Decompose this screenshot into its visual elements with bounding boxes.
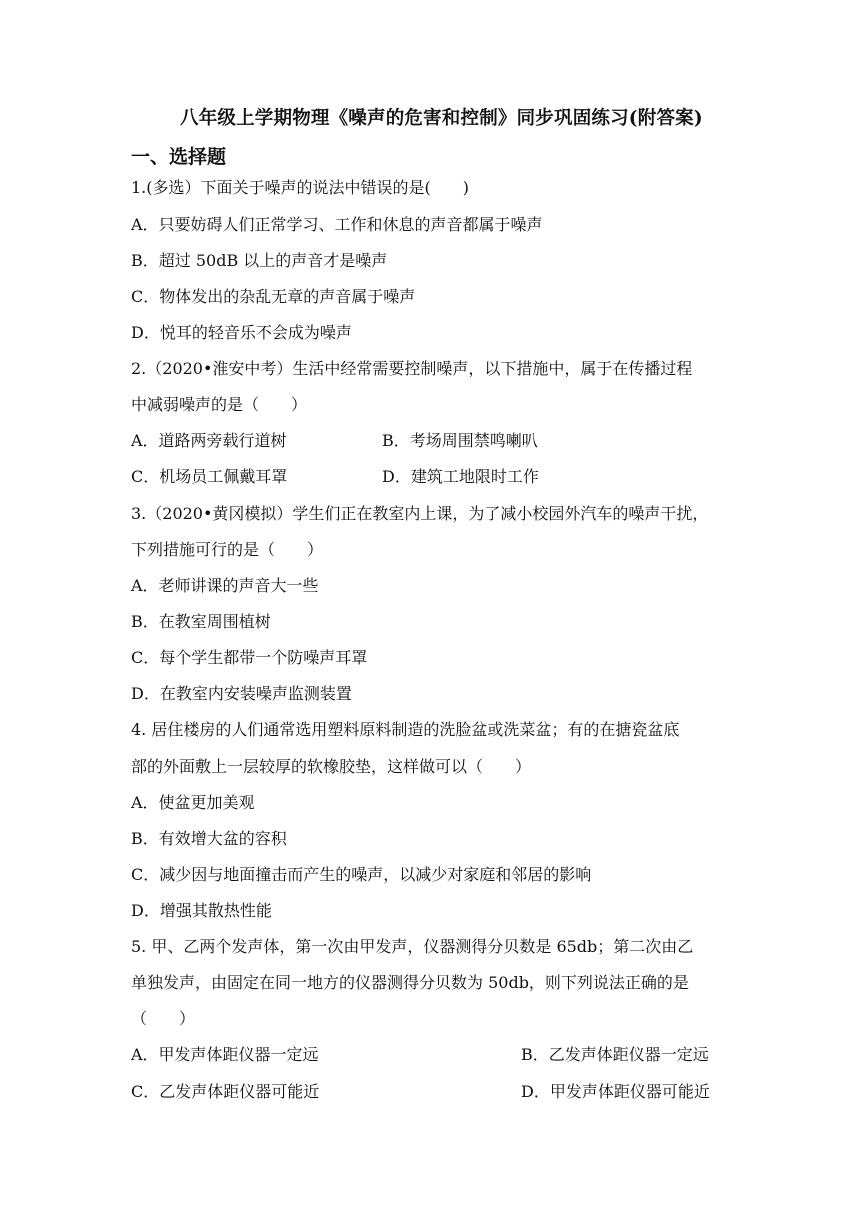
question-4-option-b: B．有效增大盆的容积 <box>131 829 287 848</box>
question-3-option-b: B．在教室周围植树 <box>131 612 271 631</box>
question-1-option-d: D．悦耳的轻音乐不会成为噪声 <box>131 323 352 342</box>
question-5-option-c: C．乙发声体距仪器可能近 <box>131 1082 320 1101</box>
question-1-option-a: A．只要妨碍人们正常学习、工作和休息的声音都属于噪声 <box>131 215 543 234</box>
question-4-option-d: D．增强其散热性能 <box>131 901 272 920</box>
document-title: 八年级上学期物理《噪声的危害和控制》同步巩固练习(附答案) <box>180 108 703 129</box>
question-1-stem: 1.(多选）下面关于噪声的说法中错误的是( ) <box>131 178 469 197</box>
question-5-option-a: A．甲发声体距仪器一定远 <box>131 1045 319 1064</box>
question-1-option-c: C．物体发出的杂乱无章的声音属于噪声 <box>131 287 416 306</box>
question-3-option-a: A．老师讲课的声音大一些 <box>131 576 319 595</box>
question-2-option-b: B．考场周围禁鸣喇叭 <box>382 431 538 450</box>
section-heading: 一、选择题 <box>131 146 227 168</box>
question-2-option-c: C．机场员工佩戴耳罩 <box>131 467 288 486</box>
question-3-stem-line-1: 3.（2020•黄冈模拟）学生们正在教室内上课，为了减小校园外汽车的噪声干扰， <box>131 504 709 523</box>
question-3-option-c: C．每个学生都带一个防噪声耳罩 <box>131 648 368 667</box>
question-3-stem-line-2: 下列措施可行的是（ ） <box>131 540 324 559</box>
question-3-option-d: D．在教室内安装噪声监测装置 <box>131 684 352 703</box>
question-4-option-c: C．减少因与地面撞击而产生的噪声，以减少对家庭和邻居的影响 <box>131 865 592 884</box>
question-5-option-d: D．甲发声体距仪器可能近 <box>521 1082 710 1101</box>
question-4-option-a: A．使盆更加美观 <box>131 793 255 812</box>
question-4-stem-line-2: 部的外面敷上一层较厚的软橡胶垫，这样做可以（ ） <box>131 757 532 776</box>
question-2-option-a: A．道路两旁载行道树 <box>131 431 287 450</box>
question-4-stem-line-1: 4. 居住楼房的人们通常选用塑料原料制造的洗脸盆或洗菜盆；有的在搪瓷盆底 <box>131 720 680 739</box>
question-5-option-b: B．乙发声体距仪器一定远 <box>521 1045 709 1064</box>
question-1-option-b: B．超过 50dB 以上的声音才是噪声 <box>131 251 388 270</box>
question-5-stem-line-1: 5. 甲、乙两个发声体，第一次由甲发声，仪器测得分贝数是 65db；第二次由乙 <box>131 937 694 956</box>
question-2-stem-line-2: 中减弱噪声的是（ ） <box>131 395 308 414</box>
question-5-stem-line-2: 单独发声，由固定在同一地方的仪器测得分贝数为 50db，则下列说法正确的是 <box>131 973 689 992</box>
question-2-option-d: D．建筑工地限时工作 <box>382 467 539 486</box>
question-2-stem-line-1: 2.（2020•淮安中考）生活中经常需要控制噪声，以下措施中，属于在传播过程 <box>131 359 693 378</box>
question-5-stem-line-3: （ ） <box>131 1009 196 1028</box>
